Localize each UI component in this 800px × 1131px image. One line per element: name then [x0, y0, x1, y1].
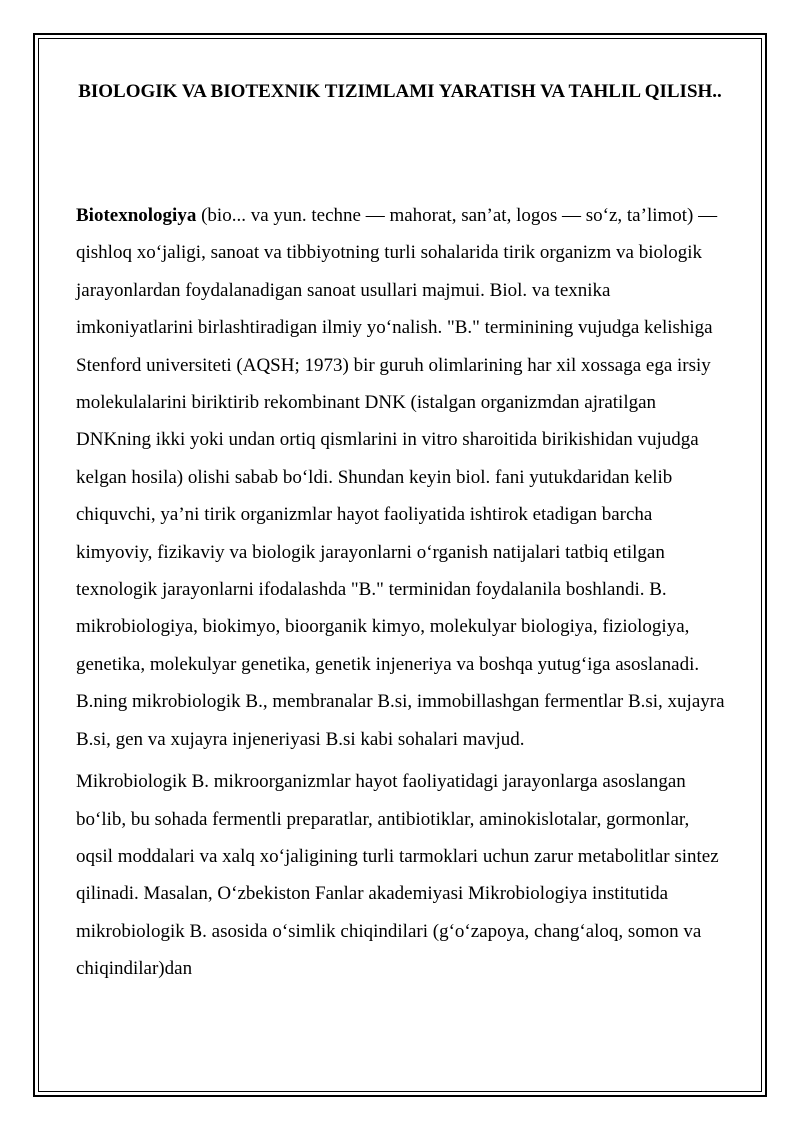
paragraph-1-text: (bio... va yun. techne — mahorat, san’at, logos — so‘z, ta’limot) — qishloq xo‘jaligi, sanoat va tibbiyotning turli sohalarida tirik organizm va biologik jarayonlardan foydalanadigan sanoat usullari majmui. Biol. va texnika imkoniyatlarini birlashtiradigan ilmiy yo‘nalish. "B." terminining vujudga kelishiga Stenford universiteti (AQSH; 1973) bir guruh olimlarining har xil xossaga ega irsiy molekulalarini biriktirib rekombinant DNK (istalgan organizmdan ajratilgan DNKning ikki yoki undan ortiq qismlarini in vitro sharoitida birikishidan vujudga kelgan hosila) olishi sabab bo‘ldi. Shundan keyin biol. fani yutukdaridan kelib chiquvchi, ya’ni tirik organizmlar hayot faoliyatida ishtirok etadigan barcha kimyoviy, fizikaviy va biologik jarayonlarni o‘rganish natijalari tatbiq etilgan texnologik jarayonlarni ifodalashda "B." terminidan foydalanila boshlandi. B. mikrobiologiya, biokimyo, bioorganik kimyo, molekulyar biologiya, fiziologiya, genetika, molekulyar genetika, genetik injeneriya va boshqa yutug‘iga asoslanadi. B.ning mikrobiologik B., membranalar B.si, immobillashgan fermentlar B.si, xujayra B.si, gen va xujayra injeneriyasi B.si kabi sohalari mavjud.	[76, 205, 725, 750]
document-title: BIOLOGIK VA BIOTEXNIK TIZIMLAMI YARATISH VA TAHLIL QILISH..	[78, 81, 722, 102]
lead-term: Biotexnologiya	[76, 205, 197, 226]
paragraph-2	[76, 763, 726, 987]
document-body	[76, 197, 726, 993]
paragraph-1	[76, 197, 726, 758]
paragraph-2-text: Mikrobiologik B. mikroorganizmlar hayot faoliyatidagi jarayonlarga asoslangan bo‘lib, bu sohada fermentli preparatlar, antibiotiklar, aminokislotalar, gormonlar, oqsil moddalari va xalq xo‘jaligining turli tarmoklari uchun zarur metabolitlar sintez qilinadi. Masalan, O‘zbekiston Fanlar akademiyasi Mikrobiologiya institutida mikrobiologik B. asosida o‘simlik chiqindilari (g‘o‘zapoya, chang‘aloq, somon va chiqindilar)dan	[76, 771, 719, 980]
